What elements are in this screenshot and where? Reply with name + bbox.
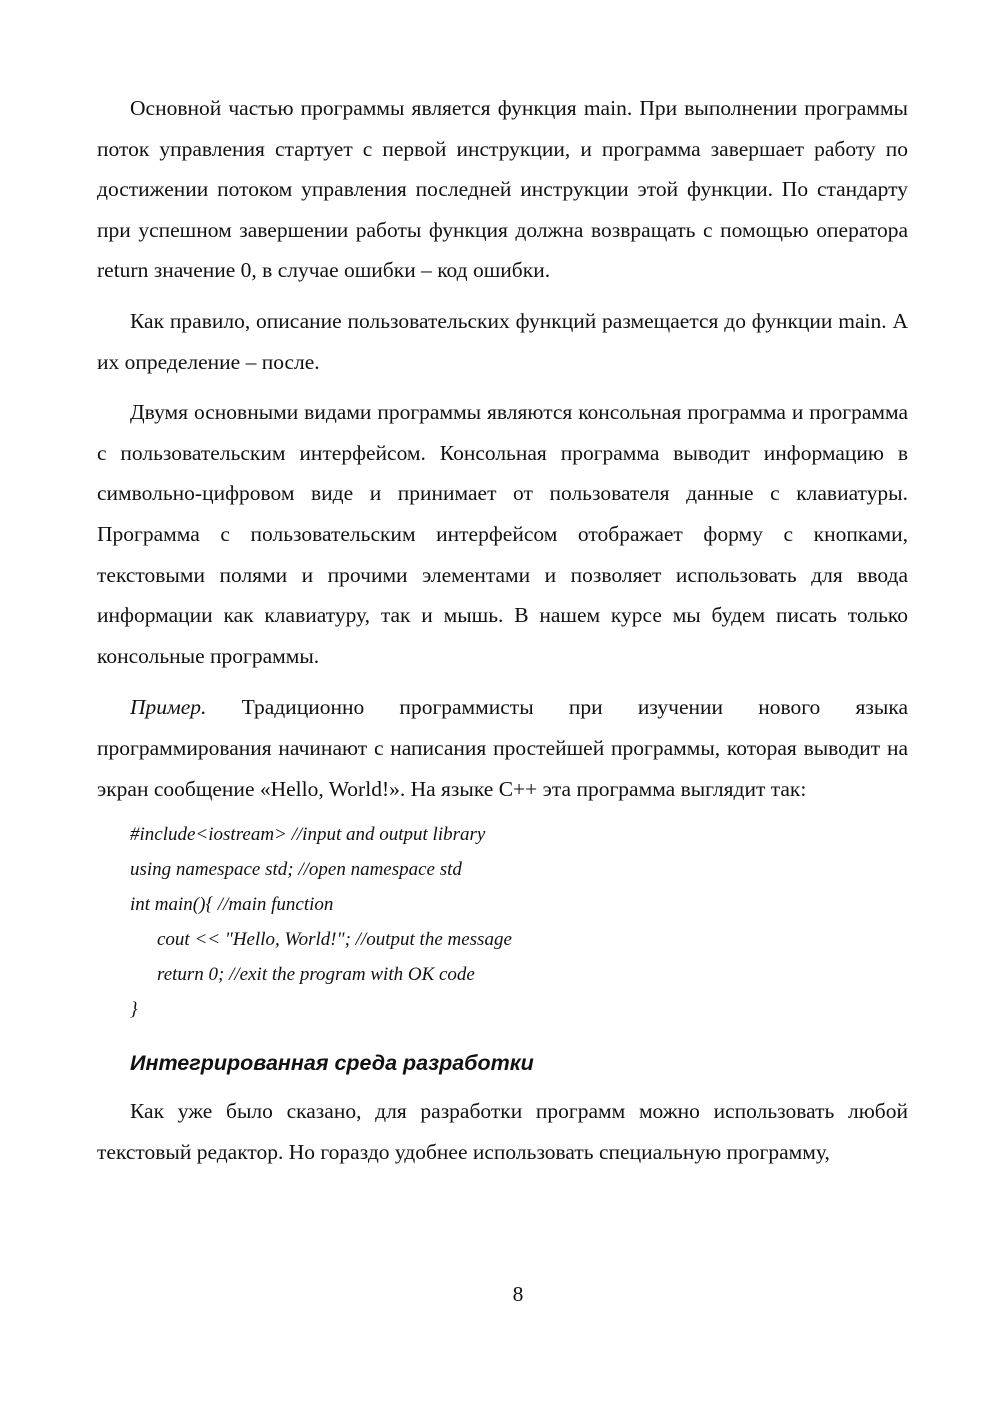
- code-line: }: [130, 999, 138, 1021]
- code-line: int main(){ //main function: [130, 894, 334, 916]
- paragraph-program-types: Двумя основными видами программы являются консольная программа и программа с пользовательским интерфейсом. Консольная программа выводит информацию в символьно-цифровом виде и принимает от пользователя данные с клавиатуры. Программа с пользовательским интерфейсом отображает форму с кнопками, текстовыми полями и прочими элементами и позволяет использовать для ввода информации как клавиатуру, так и мышь. В нашем курсе мы будем писать только консольные программы.: [97, 400, 908, 668]
- page-content: [97, 88, 908, 1172]
- paragraph-example: [97, 687, 908, 809]
- paragraph-function-placement: Как правило, описание пользовательских функций размещается до функции main. А их определение – после.: [97, 308, 908, 374]
- code-line: #include<iostream> //input and output library: [130, 824, 486, 846]
- code-line: return 0; //exit the program with OK code: [157, 964, 475, 986]
- page-number: 8: [512, 1282, 524, 1306]
- example-text: Традиционно программисты при изучении нового языка программирования начинают с написания простейшей программы, которая выводит на экран сообщение «Hello, World!». На языке С++ эта программа выглядит так:: [97, 695, 908, 801]
- code-listing: [130, 817, 908, 1027]
- code-line: cout << "Hello, World!"; //output the message: [157, 929, 512, 951]
- paragraph-main-function: Основной частью программы является функция main. При выполнении программы поток управления стартует с первой инструкции, и программа завершает работу по достижении потоком управления последней инструкции этой функции. По стандарту при успешном завершении работы функция должна возвращать с помощью оператора return значение 0, в случае ошибки – код ошибки.: [97, 96, 908, 283]
- section-heading: Интегрированная среда разработки: [130, 1051, 534, 1076]
- paragraph-ide-intro: Как уже было сказано, для разработки программ можно использовать любой текстовый редактор. Но гораздо удобнее использовать специальную программу,: [97, 1099, 908, 1164]
- example-label: Пример.: [130, 695, 207, 720]
- code-line: using namespace std; //open namespace std: [130, 859, 462, 881]
